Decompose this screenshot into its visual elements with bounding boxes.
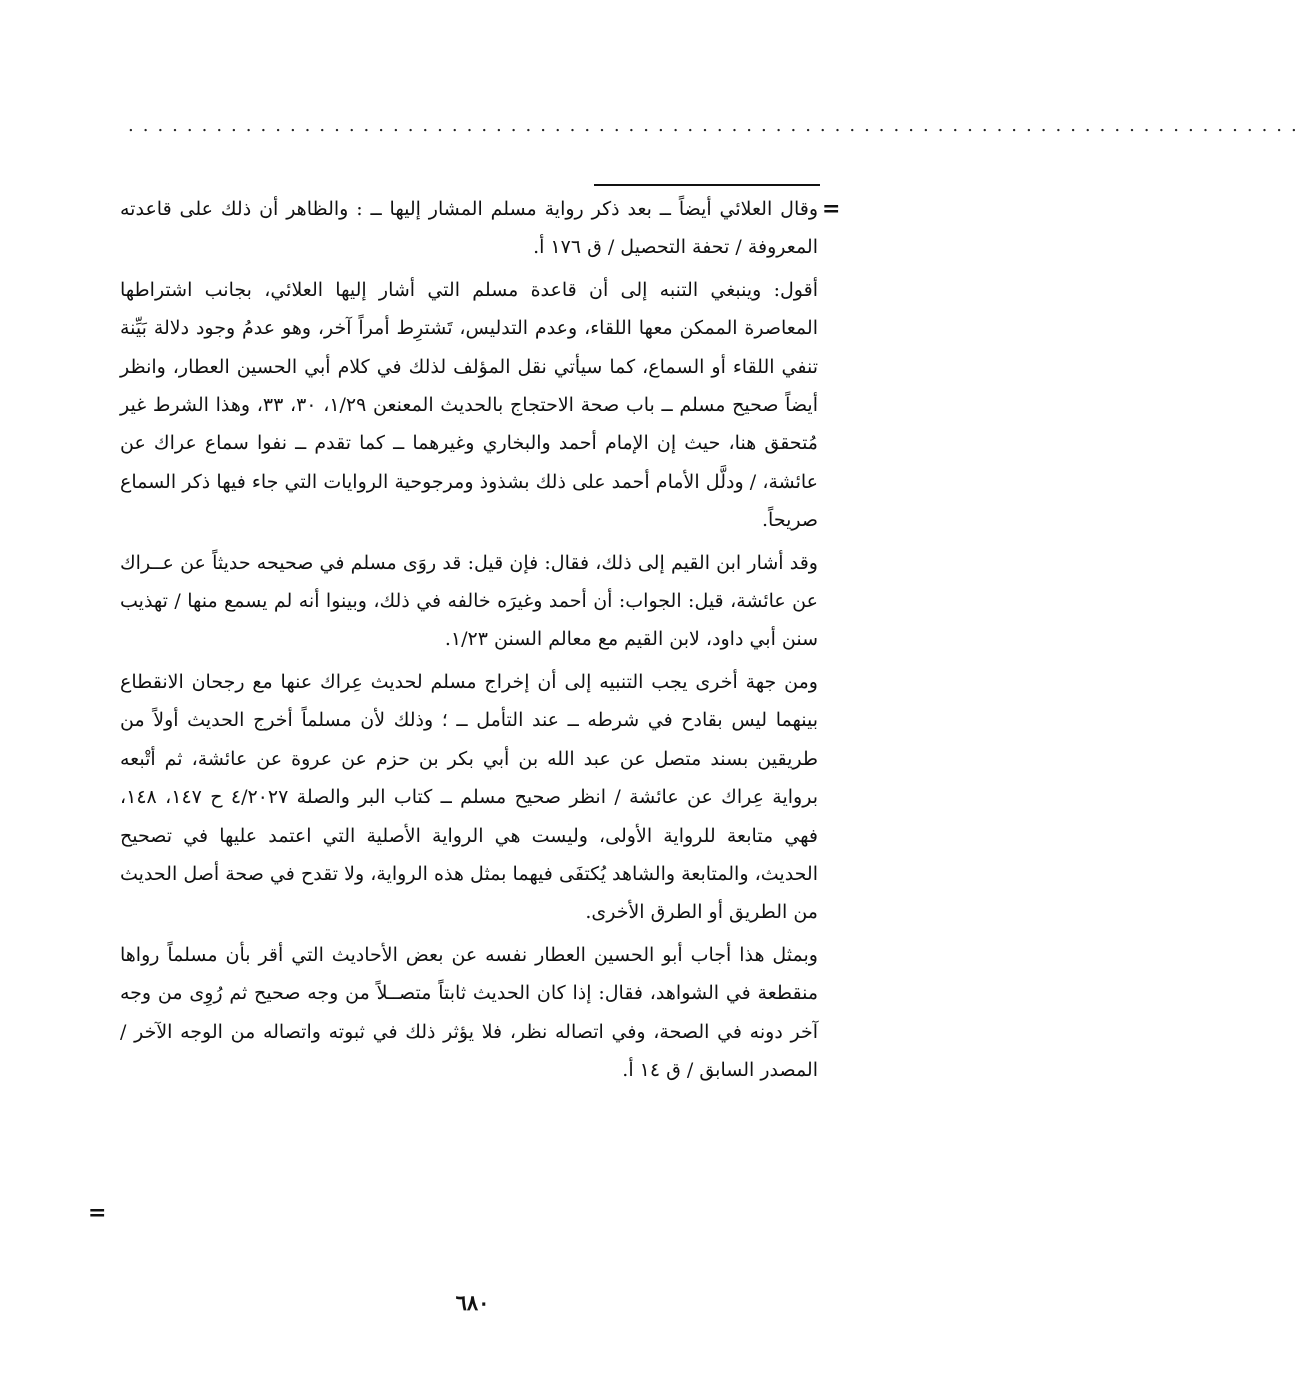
paragraph-5: وبمثل هذا أجاب أبو الحسين العطار نفسه عن بعض الأحاديث التي أقر بأن مسلماً رواها منقطعة في الشواهد، فقال: إذا كان الحديث ثابتاً متصــلاً من وجه صحيح ثم رُوِى من وجه آخر دونه في الصحة، وفي اتصاله نظر، فلا يؤثر ذلك في ثبوته واتصاله من الوجه الآخر / المصدر السابق / ق ١٤ أ.: [120, 943, 818, 1081]
footnote-body: [120, 190, 818, 1093]
paragraph-1: وقال العلائي أيضاً ــ بعد ذكر رواية مسلم المشار إليها ــ : والظاهر أن ذلك على قاعدته المعروفة / تحفة التحصيل / ق ١٧٦ أ.: [120, 198, 818, 259]
footnote-separator-line: [594, 184, 820, 186]
header-dotted-rule: ................................................................................: [128, 115, 1306, 136]
continuation-mark-bottom: =: [88, 1200, 107, 1226]
paragraph-2: أقول: وينبغي التنبه إلى أن قاعدة مسلم التي أشار إليها العلائي، بجانب اشتراطها المعاصرة الممكن معها اللقاء، وعدم التدليس، تَشترِط أمراً آخر، وهو عدمُ وجود دلالة بَيِّنة تنفي اللقاء أو السماع، كما سيأتي نقل المؤلف لذلك في كلام أبي الحسين العطار، وانظر أيضاً صحيح مسلم ــ باب صحة الاحتجاج بالحديث المعنعن ١/٢٩، ٣٠، ٣٣، وهذا الشرط غير مُتحقق هنا، حيث إن الإمام أحمد والبخاري وغيرهما ــ كما تقدم ــ نفوا سماع عراك عن عائشة، / ودلَّل الأمام أحمد على ذلك بشذوذ ومرجوحية الروايات التي جاء فيها ذكر السماع صريحاً.: [120, 278, 818, 532]
paragraph-3: وقد أشار ابن القيم إلى ذلك، فقال: فإن قيل: قد روَى مسلم في صحيحه حديثاً عن عــراك عن عائشة، قيل: الجواب: أن أحمد وغيرَه خالفه في ذلك، وبينوا أنه لم يسمع منها / تهذيب سنن أبي داود، لابن القيم مع معالم السنن ١/٢٣.: [120, 551, 818, 651]
page-number: ٦٨٠: [455, 1290, 490, 1315]
continuation-mark-top: =: [822, 196, 841, 222]
paragraph-4: ومن جهة أخرى يجب التنبيه إلى أن إخراج مسلم لحديث عِراك عنها مع رجحان الانقطاع بينهما ليس بقادح في شرطه ــ عند التأمل ــ ؛ وذلك لأن مسلماً أخرج الحديث أولاً من طريقين بسند متصل عن عبد الله بن أبي بكر بن حزم عن عروة عن عائشة، ثم أتْبعه برواية عِراك عن عائشة / انظر صحيح مسلم ــ كتاب البر والصلة ٤/٢٠٢٧ ح ١٤٧، ١٤٨، فهي متابعة للرواية الأولى، وليست هي الرواية الأصلية التي اعتمد عليها في تصحيح الحديث، والمتابعة والشاهد يُكتفَى فيهما بمثل هذه الرواية، ولا تقدح في صحة أصل الحديث من الطريق أو الطرق الأخرى.: [120, 670, 818, 924]
